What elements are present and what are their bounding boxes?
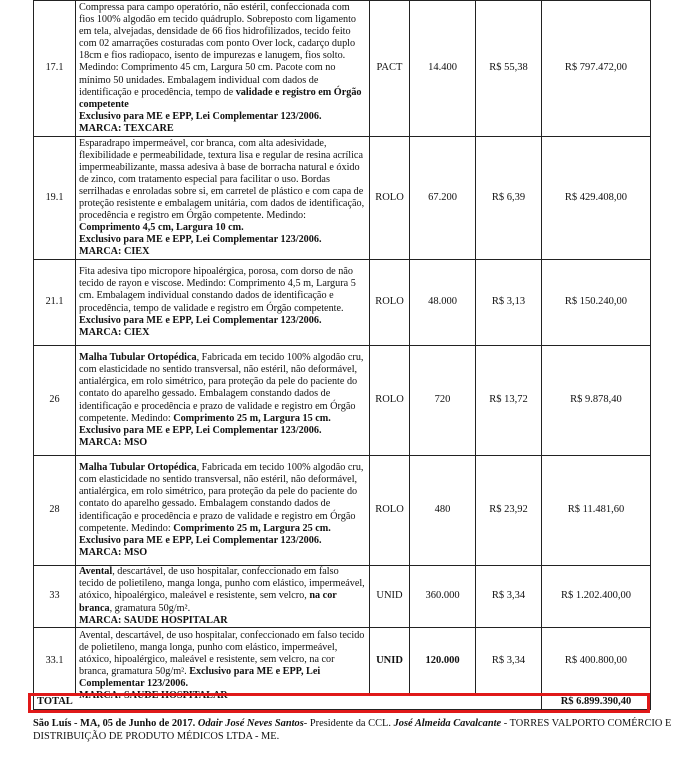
item-quantity: 720 xyxy=(410,346,476,456)
item-unit-price: R$ 6,39 xyxy=(476,137,542,260)
item-unit-price: R$ 23,92 xyxy=(476,456,542,566)
item-number: 33 xyxy=(34,566,76,628)
item-quantity: 67.200 xyxy=(410,137,476,260)
item-description: Compressa para campo operatório, não estéril, confeccionada com fios 100% algodão em tecido quádruplo. Sobreposto com ligamento em tela, alvejadas, densidade de 66 fios hidrofilizados, tecido feito com 02 amarrações costuradas com ponto Over lock, cadarço duplo 18cm e fios radiopaco, isento de impurezas e lanugem, fios solto. Medindo: Comprimento 45 cm, Largura 50 cm. Pacote com no mínimo 50 unidades. Embalagem individual com dados de identificação e procedência, tempo de validade e registro em Órgão competente Exclusivo para ME e EPP, Lei Complementar 123/2006. MARCA: TEXCARE xyxy=(76,1,370,137)
table-row xyxy=(34,1,651,137)
table-row xyxy=(34,566,651,628)
item-quantity: 480 xyxy=(410,456,476,566)
item-unit: PACT xyxy=(370,1,410,137)
total-value: R$ 6.899.390,40 xyxy=(542,696,651,710)
item-unit-price: R$ 13,72 xyxy=(476,346,542,456)
item-total-price: R$ 11.481,60 xyxy=(542,456,651,566)
item-quantity: 14.400 xyxy=(410,1,476,137)
signatory-2-name: José Almeida Cavalcante xyxy=(393,718,502,729)
table-row xyxy=(34,260,651,346)
item-description: Malha Tubular Ortopédica, Fabricada em tecido 100% algodão cru, com elasticidade no sentido transversal, não estéril, não deformável, antialérgica, em rolo simétrico, para proteção da pele do paciente do contato do aparelho gessado. Embalagem constando dados de identificação e procedência e prazo de validade e registro em Órgão competente. Medindo: Comprimento 25 m, Largura 25 cm. Exclusivo para ME e EPP, Lei Complementar 123/2006. MARCA: MSO xyxy=(76,456,370,566)
brand-label: MARCA: MSO xyxy=(79,436,148,448)
table-row xyxy=(34,137,651,260)
exclusive-note: Exclusivo para ME e EPP, Lei Complementar 123/2006. xyxy=(79,314,322,326)
brand-label: MARCA: MSO xyxy=(79,546,148,558)
item-number: 26 xyxy=(34,346,76,456)
item-unit: ROLO xyxy=(370,137,410,260)
signatory-2-company: - TORRES VALPORTO COMÉRCIO E DISTRIBUIÇÃO DE PRODUTO MÉDICOS LTDA - ME. xyxy=(33,718,672,742)
brand-label: MARCA: TEXCARE xyxy=(79,122,174,134)
item-unit-price: R$ 3,34 xyxy=(476,566,542,628)
brand-label: MARCA: SAUDE HOSPITALAR xyxy=(79,689,228,701)
item-total-price: R$ 9.878,40 xyxy=(542,346,651,456)
item-number: 33.1 xyxy=(34,628,76,696)
item-quantity: 120.000 xyxy=(410,628,476,696)
item-number: 19.1 xyxy=(34,137,76,260)
item-description: Avental, descartável, de uso hospitalar, confeccionado em falso tecido de polietileno, manga longa, punho com elástico, impermeável, atóxico, hipoalérgico, maleável e resistente, sem velcro, na cor branca, gramatura 50g/m². Exclusivo para ME e EPP, Lei Complementar 123/2006. MARCA: SAUDE HOSPITALAR xyxy=(76,628,370,696)
item-total-price: R$ 797.472,00 xyxy=(542,1,651,137)
item-unit-price: R$ 3,13 xyxy=(476,260,542,346)
item-unit: ROLO xyxy=(370,260,410,346)
item-total-price: R$ 1.202.400,00 xyxy=(542,566,651,628)
table-row xyxy=(34,456,651,566)
item-quantity: 48.000 xyxy=(410,260,476,346)
item-number: 21.1 xyxy=(34,260,76,346)
brand-label: MARCA: CIEX xyxy=(79,246,150,258)
item-unit-price: R$ 3,34 xyxy=(476,628,542,696)
item-unit: UNID xyxy=(370,628,410,696)
items-table xyxy=(33,0,651,710)
table-row xyxy=(34,346,651,456)
total-highlight-box xyxy=(28,693,650,713)
signatory-1-role: - Presidente da CCL. xyxy=(303,718,391,729)
brand-label: MARCA: SAUDE HOSPITALAR xyxy=(79,614,228,626)
place-date: São Luís - MA, 05 de Junho de 2017. xyxy=(33,718,196,729)
item-unit: ROLO xyxy=(370,346,410,456)
item-total-price: R$ 429.408,00 xyxy=(542,137,651,260)
item-total-price: R$ 150.240,00 xyxy=(542,260,651,346)
item-description: Avental, descartável, de uso hospitalar, confeccionado em falso tecido de polietileno, manga longa, punho com elástico, impermeável, atóxico, hipoalérgico, maleável e resistente, sem velcro, na cor branca, gramatura 50g/m². MARCA: SAUDE HOSPITALAR xyxy=(76,566,370,628)
brand-label: MARCA: CIEX xyxy=(79,326,150,338)
table-row xyxy=(34,628,651,696)
item-unit-price: R$ 55,38 xyxy=(476,1,542,137)
item-quantity: 360.000 xyxy=(410,566,476,628)
exclusive-note: Exclusivo para ME e EPP, Lei Complementar 123/2006. xyxy=(79,110,322,122)
signatory-1-name: Odair José Neves Santos xyxy=(197,718,304,729)
item-description: Fita adesiva tipo micropore hipoalérgica, porosa, com dorso de não tecido de rayon e viscose. Medindo: Comprimento 4,5 m, Largura 5 cm. Embalagem individual constando dados de identificação e procedência, tempo de validade e registro em Órgão competente. Exclusivo para ME e EPP, Lei Complementar 123/2006. MARCA: CIEX xyxy=(76,260,370,346)
item-unit: UNID xyxy=(370,566,410,628)
signature-footer xyxy=(33,717,673,743)
item-number: 28 xyxy=(34,456,76,566)
item-description: Malha Tubular Ortopédica, Fabricada em tecido 100% algodão cru, com elasticidade no sentido transversal, não estéril, não deformável, antialérgica, em rolo simétrico, para proteção da pele do paciente do contato do aparelho gessado. Embalagem constando dados de identificação e procedência e prazo de validade e registro em Órgão competente. Medindo: Comprimento 25 m, Largura 15 cm. Exclusivo para ME e EPP, Lei Complementar 123/2006. MARCA: MSO xyxy=(76,346,370,456)
item-unit: ROLO xyxy=(370,456,410,566)
item-number: 17.1 xyxy=(34,1,76,137)
exclusive-note: Exclusivo para ME e EPP, Lei Complementar 123/2006. xyxy=(79,234,322,246)
item-total-price: R$ 400.800,00 xyxy=(542,628,651,696)
item-description: Esparadrapo impermeável, cor branca, com alta adesividade, flexibilidade e permeabilidade, textura lisa e regular de resina acrílica impermeabilizante, massa adesiva à base de borracha natural e óxido de zinco, com tratamento especial para facilitar o uso. Bordas serrilhadas e enroladas sobre si, em carretel de plástico e com capa de proteção resistente e embalagem unitária, com dados de identificação, procedência e registro em Órgão competente. Medindo: Comprimento 4,5 cm, Largura 10 cm. Exclusivo para ME e EPP, Lei Complementar 123/2006. MARCA: CIEX xyxy=(76,137,370,260)
total-label: TOTAL xyxy=(34,696,542,710)
